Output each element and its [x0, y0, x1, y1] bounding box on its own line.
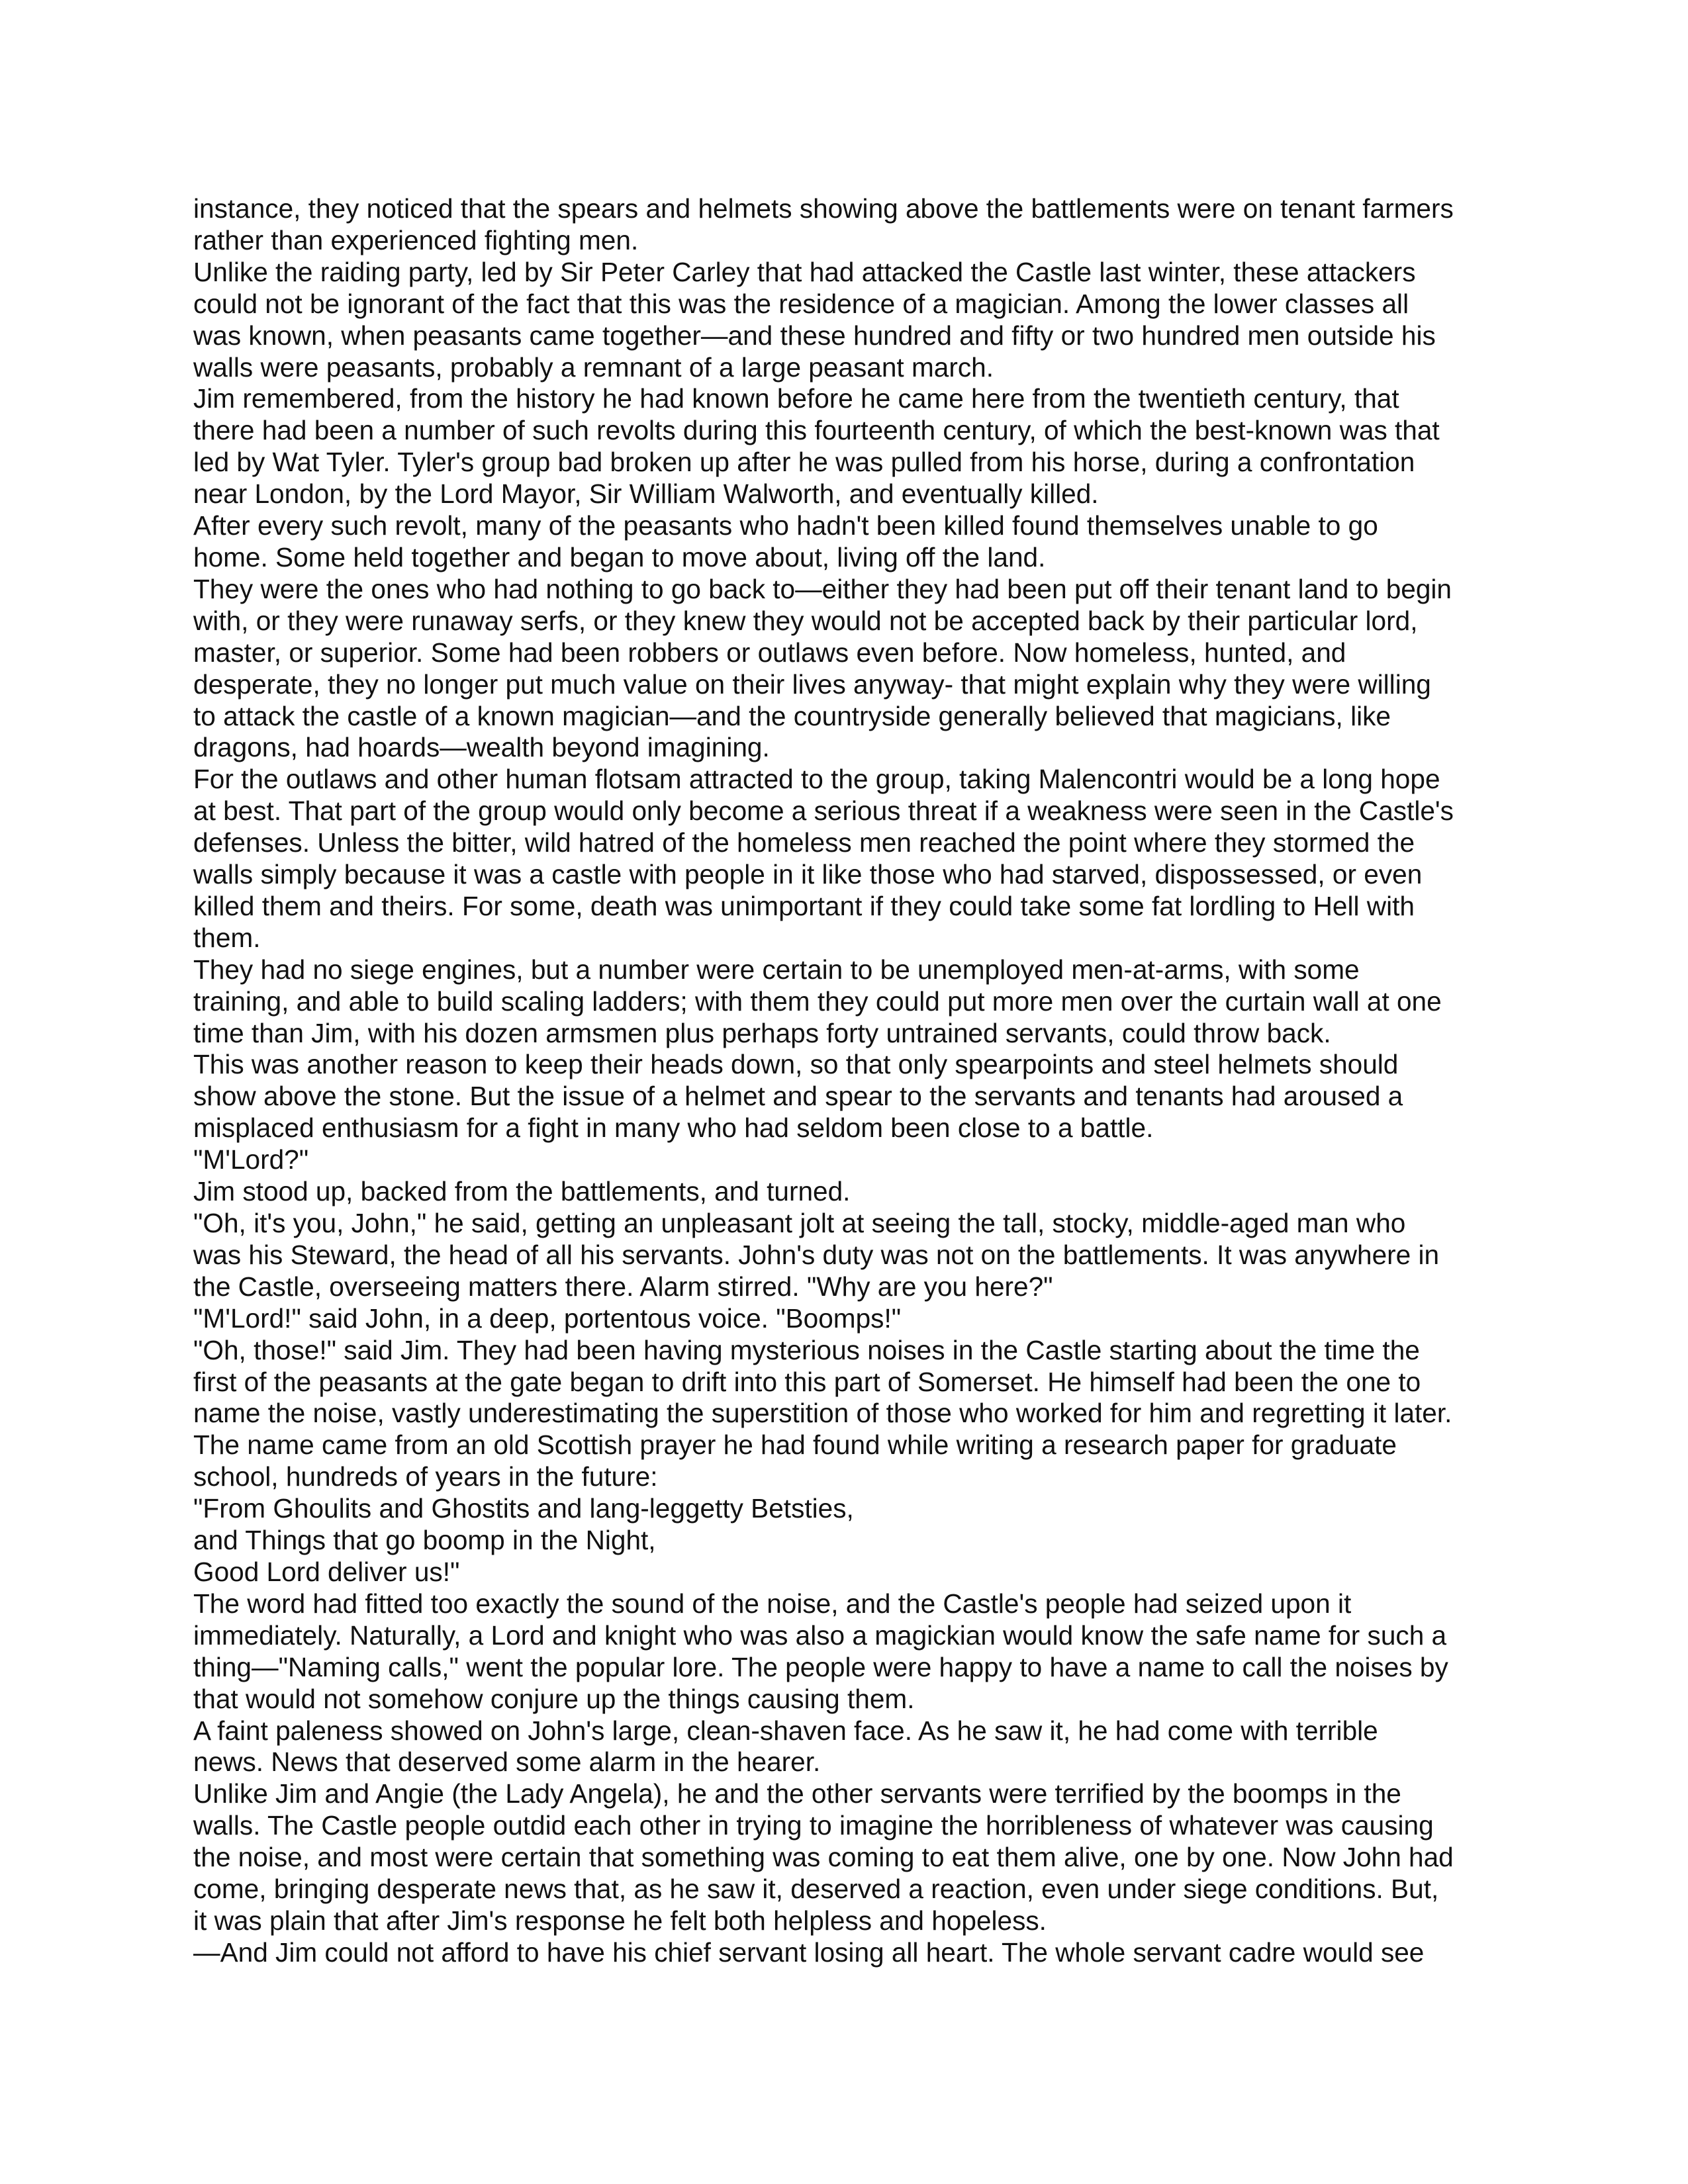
paragraph-11: "Oh, it's you, John," he said, getting an unpleasant jolt at seeing the tall, stocky, middle-aged man who was his Steward, the head of all his servants. John's duty was not on the battlements. It was anywhere in the Castle, overseeing matters there. Alarm stirred. "Why are you here?" [193, 1208, 1440, 1302]
paragraph-8: This was another reason to keep their heads down, so that only spearpoints and steel helmets should show above the stone. But the issue of a helmet and spear to the servants and tenants had aroused a misplaced enthusiasm for a fight in many who had seldom been close to a battle. [193, 1049, 1403, 1144]
paragraph-7: They had no siege engines, but a number were certain to be unemployed men-at-arms, with some training, and able to build scaling ladders; with them they could put more men over the curtain wall at one time than Jim, with his dozen armsmen plus perhaps forty untrained servants, could throw back. [193, 954, 1442, 1048]
paragraph-12: "M'Lord!" said John, in a deep, portentous voice. "Boomps!" [193, 1302, 902, 1334]
paragraph-13: "Oh, those!" said Jim. They had been having mysterious noises in the Castle starting about the time the first of the peasants at the gate began to drift into this part of Somerset. He himself had been the one to name the noise, vastly underestimating the superstition of those who worked for him and regretting it later. The name came from an old Scottish prayer he had found while writing a research paper for graduate school, hundreds of years in the future: [193, 1334, 1452, 1492]
paragraph-18: A faint paleness showed on John's large, clean-shaven face. As he saw it, he had come with terrible news. News that deserved some alarm in the hearer. [193, 1715, 1378, 1778]
paragraph-1: instance, they noticed that the spears and helmets showing above the battlements were on tenant farmers rather than experienced fighting men. [193, 193, 1454, 255]
paragraph-2: Unlike the raiding party, led by Sir Peter Carley that had attacked the Castle last winter, these attackers could not be ignorant of the fact that this was the residence of a magician. Among the lower classes all was known, when peasants came together—and these hundred and fifty or two hundred men outside his walls were peasants, probably a remnant of a large peasant march. [193, 256, 1436, 383]
paragraph-10: Jim stood up, backed from the battlements, and turned. [193, 1176, 851, 1207]
paragraph-9: "M'Lord?" [193, 1144, 309, 1175]
paragraph-3: Jim remembered, from the history he had known before he came here from the twentieth century, that there had been a number of such revolts during this fourteenth century, of which the best-known was that led by Wat Tyler. Tyler's group bad broken up after he was pulled from his horse, during a confrontation near London, by the Lord Mayor, Sir William Walworth, and eventually killed. [193, 383, 1440, 510]
paragraph-20: —And Jim could not afford to have his chief servant losing all heart. The whole servant cadre would see [193, 1936, 1425, 1968]
prayer-line-2: and Things that go boomp in the Night, [193, 1525, 656, 1556]
prayer-line-1: "From Ghoulits and Ghostits and lang-leggetty Betsties, [193, 1493, 854, 1524]
paragraph-6: For the outlaws and other human flotsam attracted to the group, taking Malencontri would be a long hope at best. That part of the group would only become a serious threat if a weakness were seen in the Castle's defenses. Unless the bitter, wild hatred of the homeless men reached the point where they stormed the walls simply because it was a castle with people in it like those who had starved, dispossessed, or even killed them and theirs. For some, death was unimportant if they could take some fat lordling to Hell with them. [193, 764, 1454, 953]
body-text [193, 193, 1495, 1969]
paragraph-17: The word had fitted too exactly the sound of the noise, and the Castle's people had seized upon it immediately. Naturally, a Lord and knight who was also a magickian would know the safe name for such a thing—"Naming calls," went the popular lore. The people were happy to have a name to call the noises by that would not somehow conjure up the things causing them. [193, 1588, 1448, 1714]
prayer-line-3: Good Lord deliver us!" [193, 1556, 460, 1587]
paragraph-4: After every such revolt, many of the peasants who hadn't been killed found themselves unable to go home. Some held together and began to move about, living off the land. [193, 510, 1378, 572]
paragraph-19: Unlike Jim and Angie (the Lady Angela), he and the other servants were terrified by the boomps in the walls. The Castle people outdid each other in trying to imagine the horribleness of whatever was causing the noise, and most were certain that something was coming to eat them alive, one by one. Now John had come, bringing desperate news that, as he saw it, deserved a reaction, even under siege conditions. But, it was plain that after Jim's response he felt both helpless and hopeless. [193, 1778, 1454, 1936]
paragraph-5: They were the ones who had nothing to go back to—either they had been put off their tenant land to begin with, or they were runaway serfs, or they knew they would not be accepted back by their particular lord, master, or superior. Some had been robbers or outlaws even before. Now homeless, hunted, and desperate, they no longer put much value on their lives anyway- that might explain why they were willing to attack the castle of a known magician—and the countryside generally believed that magicians, like dragons, had hoards—wealth beyond imagining. [193, 573, 1452, 763]
